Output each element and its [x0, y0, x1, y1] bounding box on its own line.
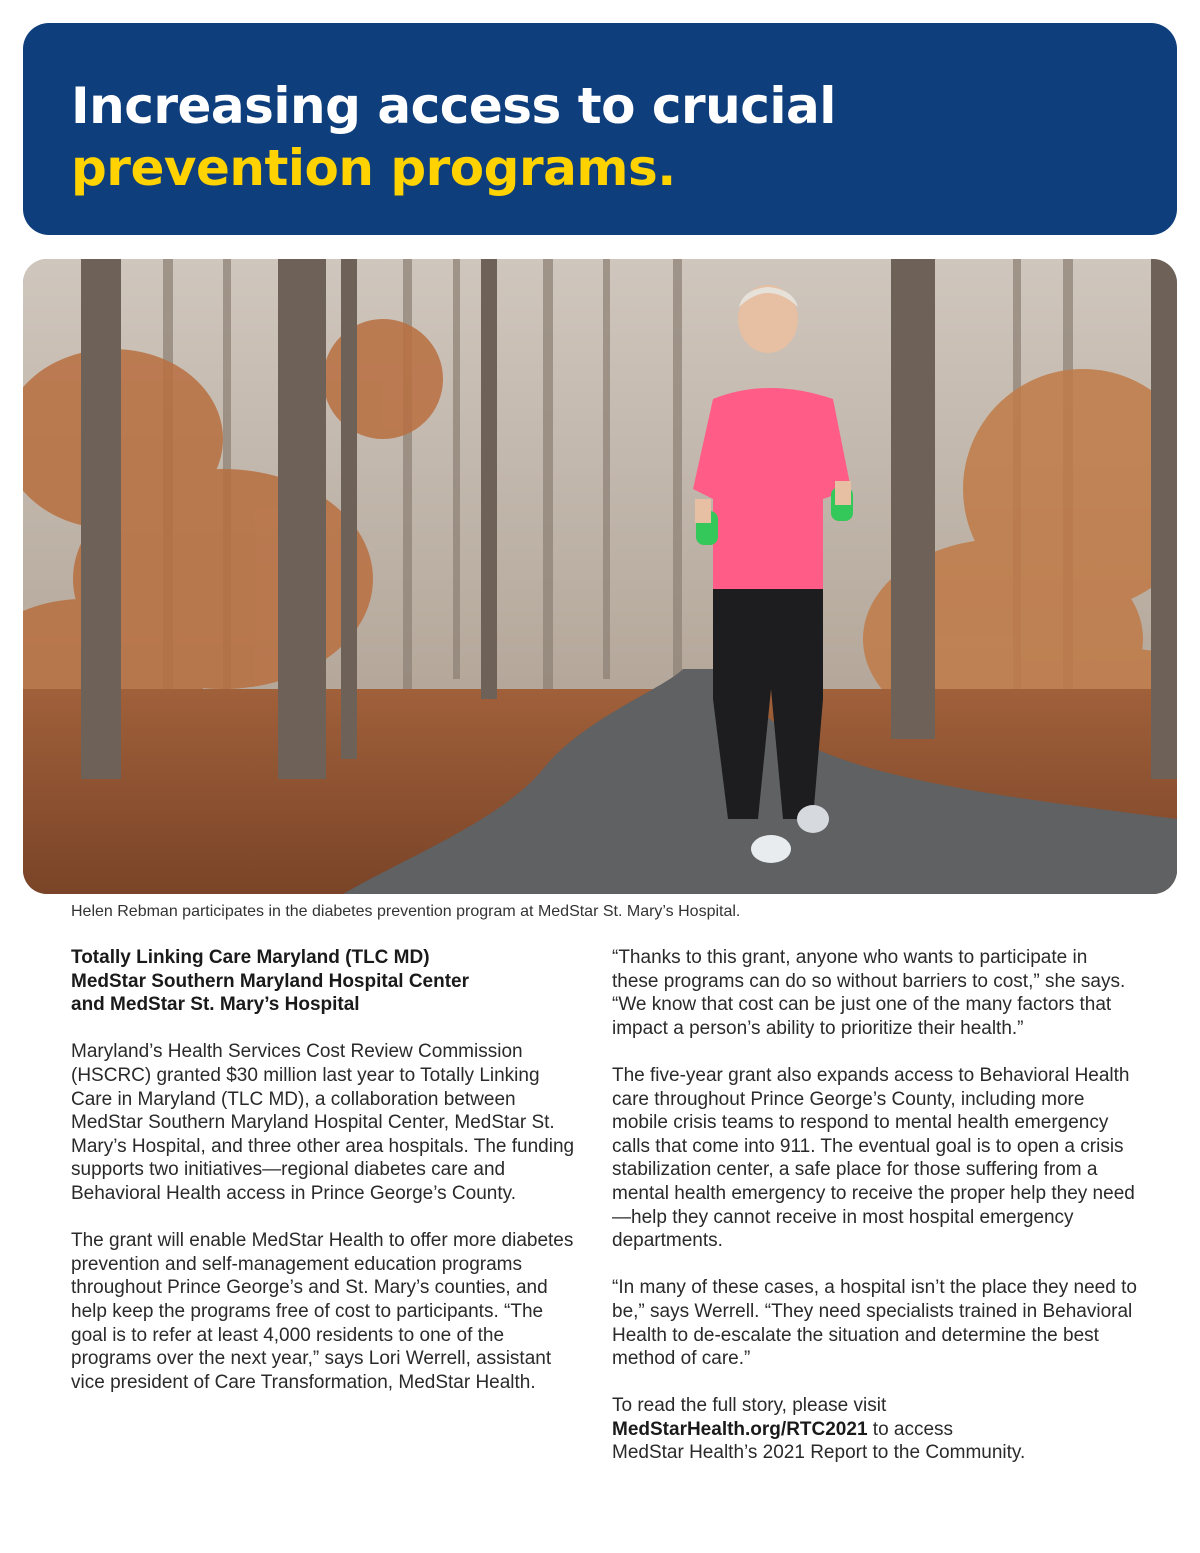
article-right-column [612, 946, 1137, 1489]
title-line-2: prevention programs. [71, 139, 676, 197]
title-line-1: Increasing access to crucial [71, 77, 836, 135]
feature-photo [23, 259, 1177, 894]
body-paragraph: The grant will enable MedStar Health to offer more diabetes prevention and self-management education programs throughout Prince George’s and St. Mary’s counties, and help keep the programs free of cost to participants. “The goal is to refer at least 4,000 residents to one of the programs over the next year,” says Lori Werrell, assistant vice president of Care Transformation, MedStar Health. [71, 1230, 574, 1393]
body-paragraph: “Thanks to this grant, anyone who wants to participate in these programs can do so without barriers to cost,” she says. “We know that cost can be just one of the many factors that impact a person’s ability to prioritize their health.” [612, 947, 1126, 1039]
photo-caption: Helen Rebman participates in the diabetes prevention program at MedStar St. Mary’s Hospital. [71, 903, 741, 920]
closing-intro: To read the full story, please visit [612, 1395, 887, 1417]
closing-final: MedStar Health’s 2021 Report to the Community. [612, 1442, 1026, 1464]
article-heading [71, 946, 581, 1017]
header-banner [23, 23, 1177, 235]
article-left-column [71, 946, 581, 1418]
jogging-woman-photo [23, 259, 1177, 894]
body-paragraph: “In many of these cases, a hospital isn’t the place they need to be,” says Werrell. “They need specialists trained in Behavioral Health to de-escalate the situation and determine the best method of care.” [612, 1277, 1137, 1370]
page-title [71, 75, 836, 199]
body-paragraph: Maryland’s Health Services Cost Review Commission (HSCRC) granted $30 million last year to Totally Linking Care in Maryland (TLC MD), a collaboration between MedStar Southern Maryland Hospital Center, MedStar St. Mary’s Hospital, and three other area hospitals. The funding supports two initiatives—regional diabetes care and Behavioral Health access in Prince George’s County. [71, 1041, 575, 1204]
body-paragraph: The five-year grant also expands access to Behavioral Health care throughout Prince George’s County, including more mobile crisis teams to respond to mental health emergency calls that come into 911. The eventual goal is to open a crisis stabilization center, a safe place for those suffering from a mental health emergency to receive the proper help they need—help they cannot receive in most hospital emergency departments. [612, 1064, 1135, 1252]
heading-line: and MedStar St. Mary’s Hospital [71, 994, 360, 1016]
closing-paragraph [612, 1394, 1137, 1465]
report-link[interactable]: MedStarHealth.org/RTC2021 [612, 1418, 868, 1440]
heading-line: Totally Linking Care Maryland (TLC MD) [71, 947, 430, 968]
closing-after-link: to access [867, 1418, 954, 1440]
heading-line: MedStar Southern Maryland Hospital Center [71, 970, 470, 992]
